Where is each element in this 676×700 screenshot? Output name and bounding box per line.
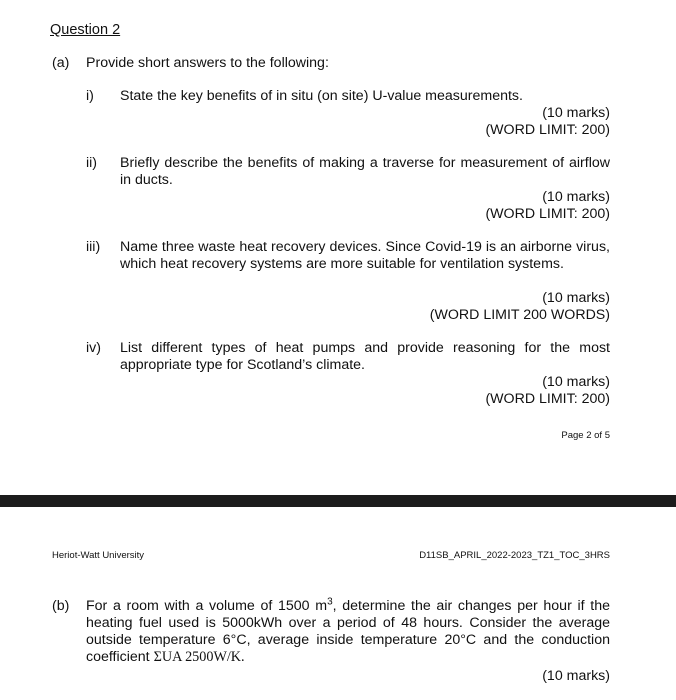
part-b-text: [86, 598, 610, 666]
page-break-divider: [0, 495, 676, 507]
item-iii-marks: (10 marks): [542, 290, 610, 306]
item-iv-word-limit: (WORD LIMIT: 200): [485, 391, 610, 407]
part-b-text-start: For a room with a volume of 1500 m: [86, 598, 328, 614]
part-b-marks: (10 marks): [542, 668, 610, 684]
item-i-number: i): [86, 88, 94, 104]
item-ii-text: Briefly describe the benefits of making a traverse for measurement of airflow in ducts.: [120, 155, 610, 188]
university-name: Heriot-Watt University: [52, 550, 145, 561]
part-b-superscript: 3: [327, 596, 333, 608]
item-i-word-limit: (WORD LIMIT: 200): [485, 122, 610, 138]
item-ii-word-limit: (WORD LIMIT: 200): [485, 206, 610, 222]
part-b-coefficient: ΣUA 2500W/K.: [153, 649, 245, 665]
part-b-label: (b): [52, 598, 70, 614]
exam-code: D11SB_APRIL_2022-2023_TZ1_TOC_3HRS: [419, 550, 610, 561]
item-iii-word-limit: (WORD LIMIT 200 WORDS): [429, 307, 610, 323]
page-number: Page 2 of 5: [561, 430, 610, 441]
item-iv-number: iv): [86, 340, 101, 356]
item-ii-marks: (10 marks): [542, 189, 610, 205]
question-title: Question 2: [50, 22, 121, 38]
part-a-label: (a): [52, 55, 70, 71]
item-iv-marks: (10 marks): [542, 374, 610, 390]
part-b-text-rest: , determine the air changes per hour if the heating fuel used is 5000kWh over a period of 48 hours. Consider the average outside temperature 6°C, average inside temperature 20°C and the conduction coefficient: [86, 598, 610, 665]
part-a-intro: Provide short answers to the following:: [86, 55, 329, 71]
item-iii-text: Name three waste heat recovery devices. Since Covid-19 is an airborne virus, which heat recovery systems are more suitable for ventilation systems.: [120, 239, 610, 272]
item-i-text: State the key benefits of in situ (on site) U-value measurements.: [120, 88, 523, 104]
item-ii-number: ii): [86, 155, 98, 171]
item-iv-text: List different types of heat pumps and provide reasoning for the most appropriate type for Scotland’s climate.: [120, 340, 610, 373]
item-iii-number: iii): [86, 239, 101, 255]
item-i-marks: (10 marks): [542, 105, 610, 121]
